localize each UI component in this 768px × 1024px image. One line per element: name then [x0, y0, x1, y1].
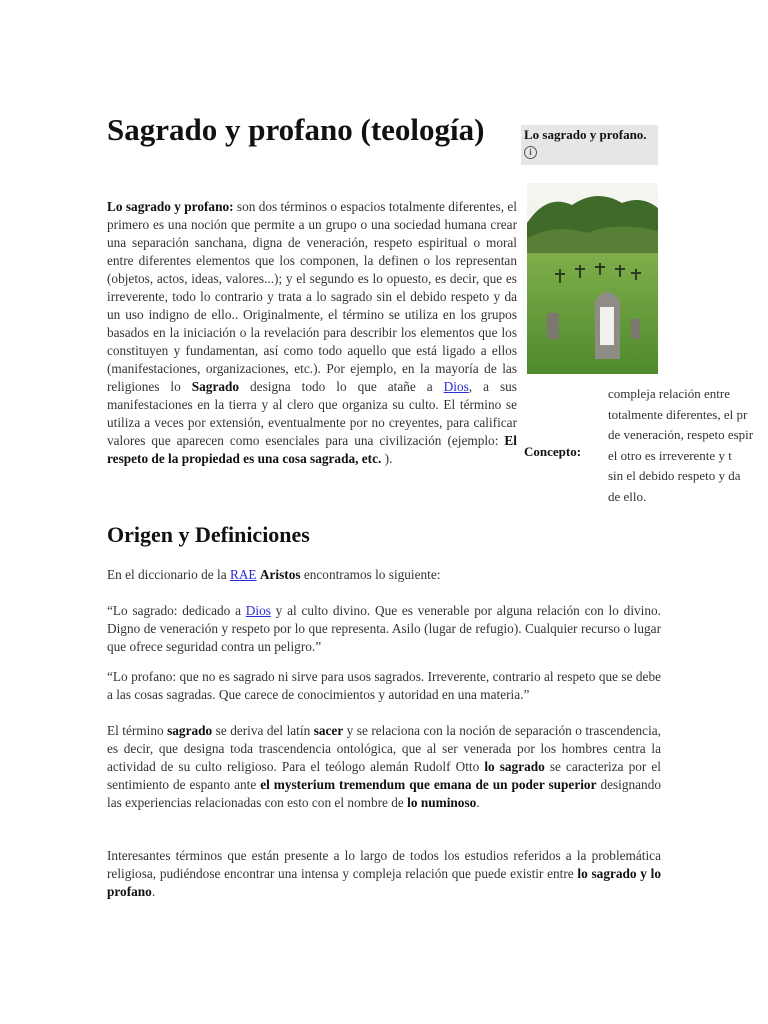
- side-line: de veneración, respeto espir: [608, 427, 754, 442]
- aristos-bold: Aristos: [259, 567, 301, 582]
- infobox-header: [521, 125, 658, 165]
- paragraph-profano-definition: “Lo profano: que no es sagrado ni sirve para usos sagrados. Irreverente, contrario al respeto que se debe a las cosas sagradas. Que carece de conocimientos y autoridad en una materia.”: [107, 669, 661, 702]
- text: Interesantes términos que están presente a lo largo de todos los estudios referidos a la problemática religiosa, pudiéndose encontrar una intensa y compleja relación que puede existir entre: [107, 848, 661, 881]
- bold-term: lo sagrado: [484, 759, 545, 774]
- sagrado-bold: Sagrado: [191, 379, 240, 394]
- page-title: Sagrado y profano (teología): [107, 112, 485, 147]
- dios-link[interactable]: Dios: [443, 379, 469, 394]
- side-line: sin el debido respeto y da: [608, 468, 741, 483]
- bold-term: lo numinoso: [407, 795, 477, 810]
- text: “Lo sagrado: dedicado a: [107, 603, 246, 618]
- example-bold: El respeto de la propiedad es una cosa sagrada, etc.: [107, 433, 517, 466]
- rae-link[interactable]: RAE: [229, 567, 257, 582]
- text: .: [476, 795, 480, 810]
- text: y se relaciona con la noción de separación o trascendencia, es decir, que designa toda trascendencia ontológica, que al ser venerada por los hombres centra la actividad de su culto religioso. Para el teólogo alemán Rudolf Otto: [107, 723, 661, 774]
- text: se deriva del latín: [212, 723, 314, 738]
- bold-term: lo sagrado y lo profano: [107, 866, 662, 899]
- text: designando las experiencias relacionadas con esto con el nombre de: [107, 777, 662, 810]
- intro-paragraph: [107, 198, 517, 468]
- bold-term: el mysterium tremendum que emana de un poder superior: [260, 777, 597, 792]
- text: se caracteriza por el sentimiento de espanto ante: [107, 759, 661, 792]
- intro-text: designa todo lo que atañe a: [239, 379, 444, 394]
- paragraph-etymology: [107, 722, 661, 812]
- concept-label: Concepto:: [524, 444, 582, 459]
- cemetery-photo: [527, 183, 658, 374]
- paragraph-sagrado-definition: [107, 602, 661, 656]
- side-line: totalmente diferentes, el pr: [608, 406, 748, 422]
- bold-term: sacer: [313, 723, 344, 738]
- side-line: de ello.: [608, 488, 647, 504]
- side-line: compleja relación entre: [608, 386, 730, 401]
- side-line: el otro es irreverente y t: [608, 447, 732, 463]
- intro-text: son dos términos o espacios totalmente diferentes, el primero es una noción que permite a un grupo o una sociedad humana crear una separación sanchana, digna de veneración, respeto espiritual o moral entre diferentes elementos que los componen, la definen o los representan (objetos, actos, ideas, valores...); y el segundo es lo opuesto, es decir, que es irreverente, todo lo contrario y trata a lo sagrado sin el debido respeto y da un uso indigno de ello.. Originalmente, el término se utiliza en los grupos basados en la iniciación o la revelación para describir los elementos que los constituyen y fundamentan, así como todo aquello que está ligado a ellos (manifestaciones, organizaciones, etc.). Por ejemplo, en la mayoría de las religiones lo: [107, 199, 517, 394]
- intro-text: ).: [381, 451, 393, 466]
- text: .: [151, 884, 156, 899]
- intro-text: , a sus manifestaciones en la tierra y al clero que organiza su culto. El término se utiliza a veces por extensión, eventualmente por no creyentes, para calificar valores que aparecen como esenciales para una civilización (ejemplo:: [107, 379, 517, 448]
- text: En el diccionario de la: [107, 567, 230, 582]
- paragraph-rae: [107, 566, 661, 584]
- text: y al culto divino. Que es venerable por alguna relación con lo divino. Digno de veneración y respeto por lo que representa. Asilo (lugar de refugio). Cualquier recurso o lugar que ofrece seguridad contra un peligro.”: [107, 603, 661, 654]
- dios-link[interactable]: Dios: [245, 603, 271, 618]
- paragraph-conclusion: [107, 847, 661, 901]
- section-heading: Origen y Definiciones: [107, 522, 310, 547]
- infobox-heading: Lo sagrado y profano.: [524, 127, 647, 142]
- text: El término: [107, 723, 168, 738]
- infobox-side-text: [608, 384, 768, 507]
- text: encontramos lo siguiente:: [300, 567, 441, 582]
- bold-term: sagrado: [167, 723, 213, 738]
- info-icon[interactable]: i: [524, 146, 537, 159]
- intro-term: Lo sagrado y profano:: [107, 199, 234, 214]
